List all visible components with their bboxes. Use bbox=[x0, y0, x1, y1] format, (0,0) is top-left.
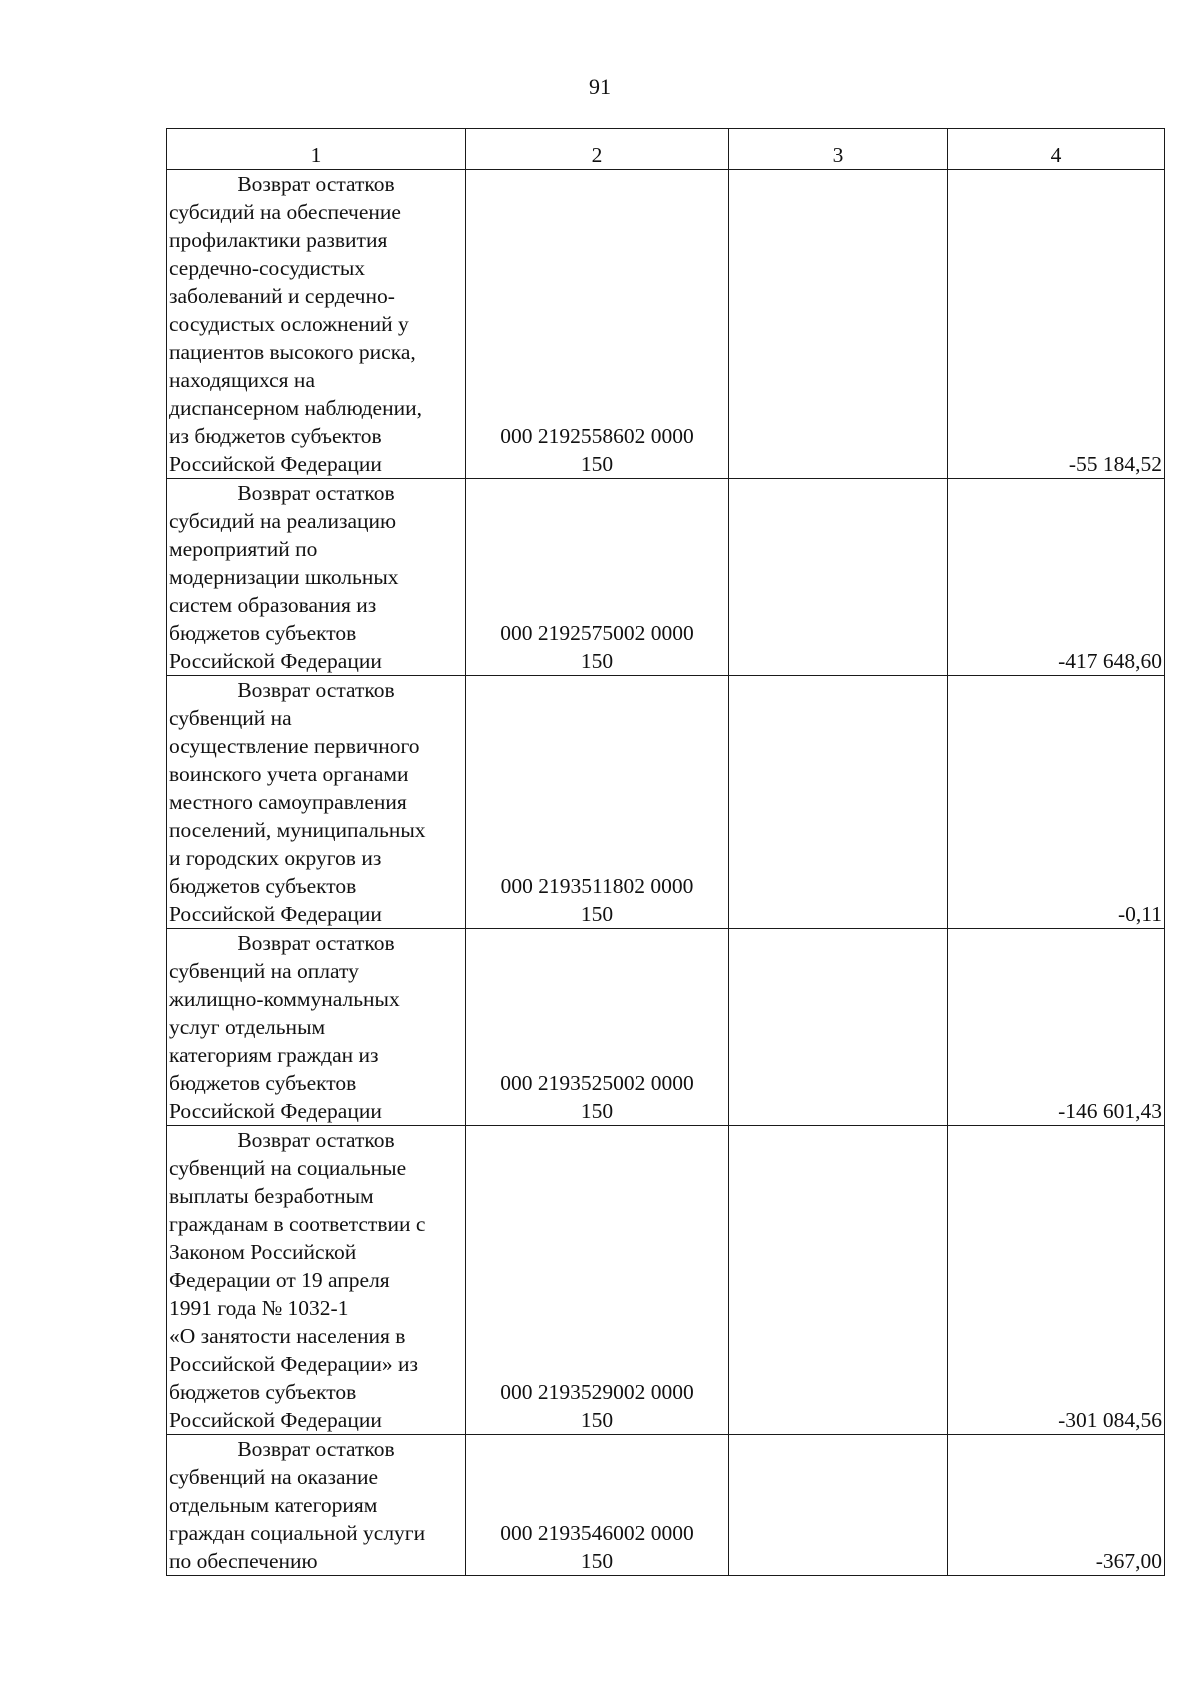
budget-table bbox=[166, 128, 1165, 1576]
description-line: Возврат остатков bbox=[237, 172, 395, 196]
description-line: «О занятости населения в bbox=[169, 1324, 406, 1348]
budget-code-line: 150 bbox=[580, 452, 614, 476]
description-line: выплаты безработным bbox=[169, 1184, 374, 1208]
description-line: субвенций на социальные bbox=[169, 1156, 407, 1180]
budget-code-line: 150 bbox=[580, 1549, 614, 1573]
table-row bbox=[167, 1126, 1165, 1435]
row-amount: -55 184,52 bbox=[948, 170, 1165, 479]
description-line: по обеспечению bbox=[169, 1549, 318, 1573]
header-row bbox=[167, 129, 1165, 170]
description-line: мероприятий по bbox=[169, 537, 318, 561]
description-line: субсидий на реализацию bbox=[169, 509, 397, 533]
row-description bbox=[167, 676, 466, 929]
description-line: гражданам в соответствии с bbox=[169, 1212, 426, 1236]
budget-code-line: 000 2193511802 0000 bbox=[500, 874, 694, 898]
description-line: профилактики развития bbox=[169, 228, 388, 252]
row-budget-code bbox=[466, 1126, 729, 1435]
row-description bbox=[167, 1435, 466, 1576]
table-row bbox=[167, 1435, 1165, 1576]
description-line: Возврат остатков bbox=[237, 678, 395, 702]
description-line: услуг отдельным bbox=[169, 1015, 326, 1039]
row-column-3 bbox=[729, 1435, 948, 1576]
description-line: Российской Федерации bbox=[169, 452, 382, 476]
description-line: из бюджетов субъектов bbox=[169, 424, 382, 448]
description-line: Федерации от 19 апреля bbox=[169, 1268, 390, 1292]
description-line: находящихся на bbox=[169, 368, 315, 392]
row-description bbox=[167, 929, 466, 1126]
row-column-3 bbox=[729, 170, 948, 479]
description-line: субсидий на обеспечение bbox=[169, 200, 401, 224]
description-line: субвенций на оказание bbox=[169, 1465, 379, 1489]
description-line: Российской Федерации bbox=[169, 902, 382, 926]
row-column-3 bbox=[729, 929, 948, 1126]
column-header-2: 2 bbox=[466, 129, 729, 170]
description-line: поселений, муниципальных bbox=[169, 818, 426, 842]
description-line: Возврат остатков bbox=[237, 1437, 395, 1461]
row-column-3 bbox=[729, 479, 948, 676]
column-header-1: 1 bbox=[167, 129, 466, 170]
row-budget-code bbox=[466, 170, 729, 479]
row-description bbox=[167, 170, 466, 479]
row-budget-code bbox=[466, 479, 729, 676]
table-row bbox=[167, 479, 1165, 676]
description-line: 1991 года № 1032-1 bbox=[169, 1296, 349, 1320]
budget-code-line: 150 bbox=[580, 902, 614, 926]
description-line: субвенций на оплату bbox=[169, 959, 359, 983]
description-line: бюджетов субъектов bbox=[169, 1380, 357, 1404]
description-line: бюджетов субъектов bbox=[169, 1071, 357, 1095]
row-column-3 bbox=[729, 676, 948, 929]
description-line: субвенций на bbox=[169, 706, 292, 730]
row-amount: -367,00 bbox=[948, 1435, 1165, 1576]
row-budget-code bbox=[466, 676, 729, 929]
row-amount: -301 084,56 bbox=[948, 1126, 1165, 1435]
budget-code-line: 000 2192575002 0000 bbox=[500, 621, 694, 645]
description-line: местного самоуправления bbox=[169, 790, 407, 814]
table-row bbox=[167, 170, 1165, 479]
description-line: осуществление первичного bbox=[169, 734, 420, 758]
description-line: бюджетов субъектов bbox=[169, 621, 357, 645]
row-column-3 bbox=[729, 1126, 948, 1435]
row-budget-code bbox=[466, 1435, 729, 1576]
description-line: заболеваний и сердечно- bbox=[169, 284, 395, 308]
row-amount: -0,11 bbox=[948, 676, 1165, 929]
description-line: диспансерном наблюдении, bbox=[169, 396, 422, 420]
description-line: Российской Федерации bbox=[169, 1408, 382, 1432]
description-line: систем образования из bbox=[169, 593, 377, 617]
description-line: Возврат остатков bbox=[237, 481, 395, 505]
row-description bbox=[167, 1126, 466, 1435]
description-line: категориям граждан из bbox=[169, 1043, 379, 1067]
description-line: жилищно-коммунальных bbox=[169, 987, 400, 1011]
row-amount: -417 648,60 bbox=[948, 479, 1165, 676]
description-line: бюджетов субъектов bbox=[169, 874, 357, 898]
description-line: Возврат остатков bbox=[237, 1128, 395, 1152]
description-line: граждан социальной услуги bbox=[169, 1521, 426, 1545]
description-line: Законом Российской bbox=[169, 1240, 357, 1264]
table-row bbox=[167, 929, 1165, 1126]
budget-code-line: 000 2193546002 0000 bbox=[500, 1521, 694, 1545]
budget-code-line: 000 2193525002 0000 bbox=[500, 1071, 694, 1095]
description-line: пациентов высокого риска, bbox=[169, 340, 416, 364]
description-line: Возврат остатков bbox=[237, 931, 395, 955]
description-line: Российской Федерации bbox=[169, 649, 382, 673]
budget-code-line: 000 2193529002 0000 bbox=[500, 1380, 694, 1404]
table-header bbox=[167, 129, 1165, 170]
budget-code-line: 150 bbox=[580, 1099, 614, 1123]
page-number: 91 bbox=[589, 74, 611, 99]
description-line: Российской Федерации bbox=[169, 1099, 382, 1123]
description-line: сосудистых осложнений у bbox=[169, 312, 409, 336]
budget-code-line: 000 2192558602 0000 bbox=[500, 424, 694, 448]
description-line: отдельным категориям bbox=[169, 1493, 378, 1517]
table-row bbox=[167, 676, 1165, 929]
column-header-3: 3 bbox=[729, 129, 948, 170]
table-body bbox=[167, 170, 1165, 1576]
description-line: модернизации школьных bbox=[169, 565, 399, 589]
description-line: и городских округов из bbox=[169, 846, 382, 870]
row-description bbox=[167, 479, 466, 676]
description-line: Российской Федерации» из bbox=[169, 1352, 418, 1376]
column-header-4: 4 bbox=[948, 129, 1165, 170]
description-line: воинского учета органами bbox=[169, 762, 409, 786]
row-amount: -146 601,43 bbox=[948, 929, 1165, 1126]
row-budget-code bbox=[466, 929, 729, 1126]
budget-code-line: 150 bbox=[580, 649, 614, 673]
budget-code-line: 150 bbox=[580, 1408, 614, 1432]
description-line: сердечно-сосудистых bbox=[169, 256, 366, 280]
